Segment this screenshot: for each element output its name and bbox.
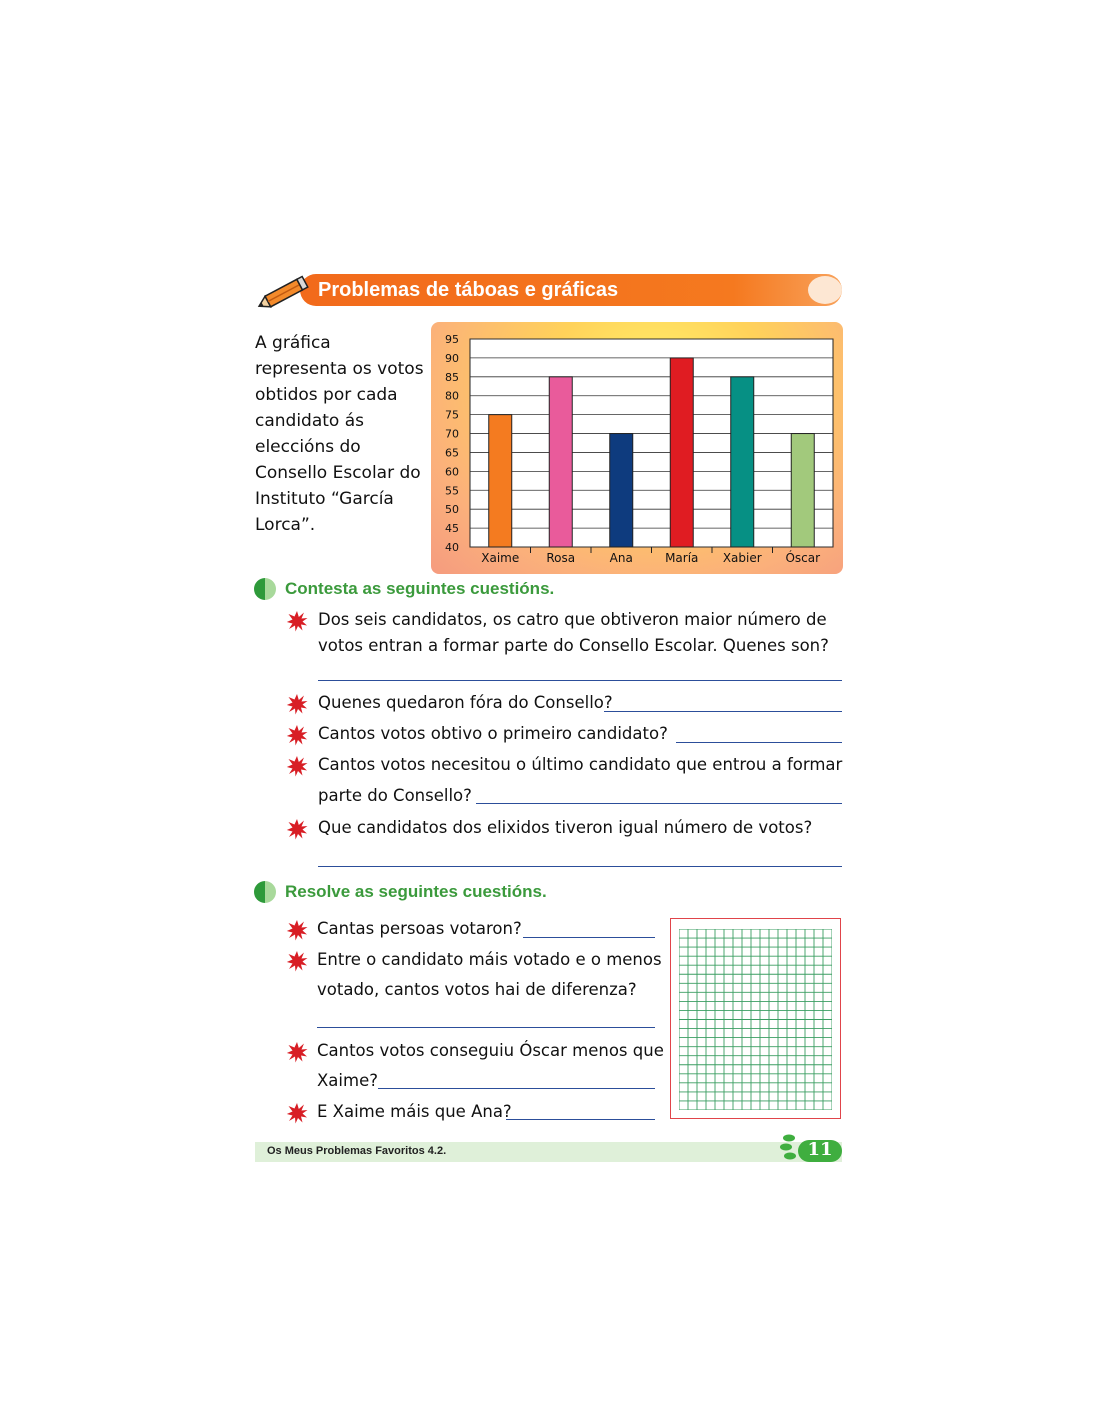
y-tick-label: 75 [445,408,459,422]
question-text: Cantos votos obtivo o primeiro candidato? [318,724,668,743]
question-text: Que candidatos dos elixidos tiveron igual número de votos? [318,818,813,837]
question-text: votos entran a formar parte do Consello Escolar. Quenes son? [318,636,829,655]
section-icon [254,881,276,903]
question-text: Cantos votos conseguiu Óscar menos que [317,1041,664,1060]
y-tick-label: 70 [445,427,459,441]
x-tick-label: Xabier [722,551,762,565]
y-tick-label: 95 [445,333,459,346]
y-tick-label: 90 [445,351,459,365]
red-star-icon [286,755,308,777]
x-tick-label: María [665,551,699,565]
y-tick-label: 85 [445,370,459,384]
answer-line[interactable] [676,742,842,743]
y-tick-label: 65 [445,446,459,460]
bar-xaime [489,415,512,547]
plot-area [470,339,833,547]
section-title: Contesta as seguintes cuestións. [285,579,555,598]
question-text: Dos seis candidatos, os catro que obtiveron maior número de [318,610,827,629]
squared-grid[interactable] [679,929,832,1110]
x-tick-label: Xaime [481,551,520,565]
question-text: Cantos votos necesitou o último candidato que entrou a formar [318,755,843,774]
x-tick-label: Óscar [785,551,821,565]
intro-text: A gráfica representa os votos obtidos por cada candidato ás eleccións do Consello Escolar do Instituto “García Lorca”. [255,333,424,535]
question-text: parte do Consello? [318,786,472,805]
y-tick-label: 80 [445,389,459,403]
page-number: 11 [807,1139,833,1160]
red-star-icon [286,693,308,715]
answer-line[interactable] [378,1088,655,1089]
page-title: Problemas de táboas e gráficas [318,279,619,301]
answer-line[interactable] [318,866,842,867]
red-star-icon [286,919,308,941]
bar-óscar [791,434,814,547]
question-text: Entre o candidato máis votado e o menos [317,950,662,969]
bar-xabier [731,377,754,547]
red-star-icon [286,818,308,840]
red-star-icon [286,950,308,972]
question-text: Xaime? [317,1071,378,1090]
answer-line[interactable] [476,803,842,804]
bar-chart [431,322,843,574]
y-tick-label: 45 [445,522,459,536]
red-star-icon [286,1041,308,1063]
section-icon [254,578,276,600]
question-text: Quenes quedaron fóra do Consello? [318,693,613,712]
question-text: votado, cantos votos hai de diferenza? [317,980,637,999]
red-star-icon [286,1102,308,1124]
section-title: Resolve as seguintes cuestións. [285,882,547,901]
book-title: Os Meus Problemas Favoritos 4.2. [267,1145,447,1157]
answer-line[interactable] [523,937,655,938]
banner-end-cap [808,276,842,304]
question-text: E Xaime máis que Ana? [317,1102,512,1121]
pencil-icon [252,272,312,316]
red-star-icon [286,610,308,632]
y-tick-label: 50 [445,503,459,517]
bar-maría [670,358,693,547]
question-text: Cantas persoas votaron? [317,919,522,938]
x-tick-label: Ana [609,551,633,565]
y-tick-label: 55 [445,484,459,498]
red-star-icon [286,724,308,746]
x-tick-label: Rosa [546,551,576,565]
y-tick-label: 60 [445,465,459,479]
bar-ana [610,434,633,547]
bar-rosa [549,377,572,547]
answer-line[interactable] [506,1119,655,1120]
y-tick-label: 40 [445,541,459,554]
answer-line[interactable] [604,711,842,712]
answer-line[interactable] [318,680,842,681]
answer-line[interactable] [317,1027,655,1028]
